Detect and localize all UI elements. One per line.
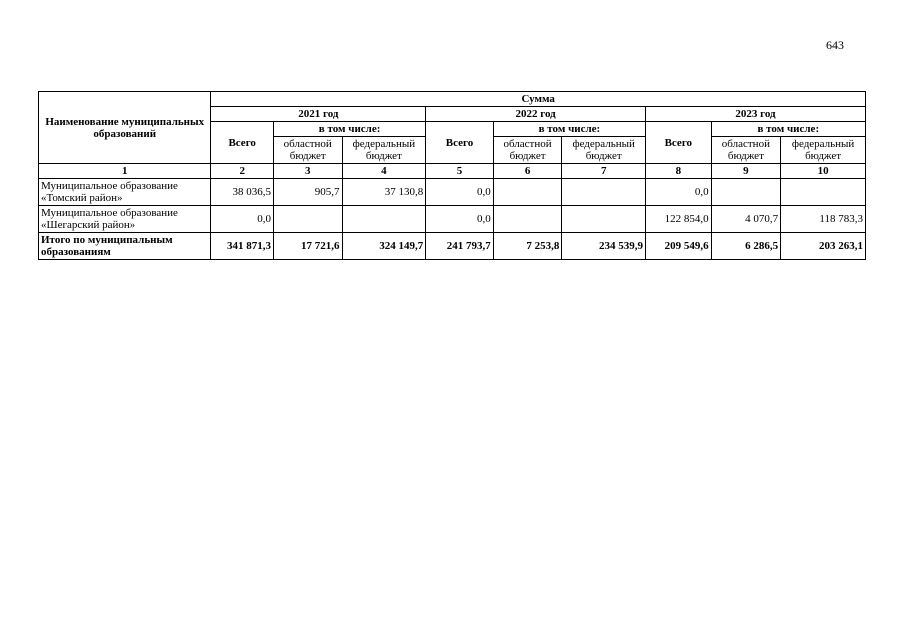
row-name: Муниципальное образование «Шегарский район» — [39, 206, 211, 233]
header-regional-2022: областной бюджет — [493, 137, 562, 164]
total-value: 7 253,8 — [493, 233, 562, 260]
total-value: 234 539,9 — [562, 233, 646, 260]
col-number: 8 — [646, 164, 712, 179]
cell-value — [273, 206, 342, 233]
header-name: Наименование муниципальных образований — [39, 92, 211, 164]
cell-value — [562, 179, 646, 206]
header-total-2022: Всего — [426, 122, 494, 164]
total-value: 324 149,7 — [342, 233, 426, 260]
col-number: 9 — [711, 164, 781, 179]
subsidy-table — [38, 91, 866, 260]
cell-value: 0,0 — [426, 179, 494, 206]
header-row-sum — [39, 92, 866, 107]
total-value: 341 871,3 — [211, 233, 274, 260]
header-regional-2021: областной бюджет — [273, 137, 342, 164]
total-value: 203 263,1 — [781, 233, 866, 260]
table-row — [39, 179, 866, 206]
col-number: 4 — [342, 164, 426, 179]
col-number: 7 — [562, 164, 646, 179]
cell-value: 118 783,3 — [781, 206, 866, 233]
col-number: 6 — [493, 164, 562, 179]
header-year-2023: 2023 год — [646, 107, 866, 122]
col-number: 1 — [39, 164, 211, 179]
header-federal-2023: федеральный бюджет — [781, 137, 866, 164]
header-year-2022: 2022 год — [426, 107, 646, 122]
cell-value: 122 854,0 — [646, 206, 712, 233]
header-including-2021: в том числе: — [273, 122, 425, 137]
total-value: 6 286,5 — [711, 233, 781, 260]
column-numbers-row — [39, 164, 866, 179]
header-total-2023: Всего — [646, 122, 712, 164]
cell-value — [781, 179, 866, 206]
cell-value — [493, 206, 562, 233]
cell-value — [342, 206, 426, 233]
total-value: 209 549,6 — [646, 233, 712, 260]
cell-value — [562, 206, 646, 233]
header-sum: Сумма — [211, 92, 866, 107]
header-total-2021: Всего — [211, 122, 274, 164]
col-number: 10 — [781, 164, 866, 179]
header-federal-2022: федеральный бюджет — [562, 137, 646, 164]
col-number: 2 — [211, 164, 274, 179]
cell-value: 905,7 — [273, 179, 342, 206]
cell-value: 0,0 — [426, 206, 494, 233]
col-number: 5 — [426, 164, 494, 179]
cell-value: 38 036,5 — [211, 179, 274, 206]
cell-value: 37 130,8 — [342, 179, 426, 206]
header-including-2022: в том числе: — [493, 122, 645, 137]
cell-value: 0,0 — [646, 179, 712, 206]
header-federal-2021: федеральный бюджет — [342, 137, 426, 164]
header-regional-2023: областной бюджет — [711, 137, 781, 164]
cell-value: 4 070,7 — [711, 206, 781, 233]
table-row — [39, 206, 866, 233]
row-name: Муниципальное образование «Томский район» — [39, 179, 211, 206]
header-year-2021: 2021 год — [211, 107, 426, 122]
header-including-2023: в том числе: — [711, 122, 865, 137]
total-value: 241 793,7 — [426, 233, 494, 260]
cell-value: 0,0 — [211, 206, 274, 233]
total-row — [39, 233, 866, 260]
col-number: 3 — [273, 164, 342, 179]
page-number: 643 — [826, 38, 844, 52]
total-row-name: Итого по муниципальным образованиям — [39, 233, 211, 260]
cell-value — [493, 179, 562, 206]
total-value: 17 721,6 — [273, 233, 342, 260]
cell-value — [711, 179, 781, 206]
